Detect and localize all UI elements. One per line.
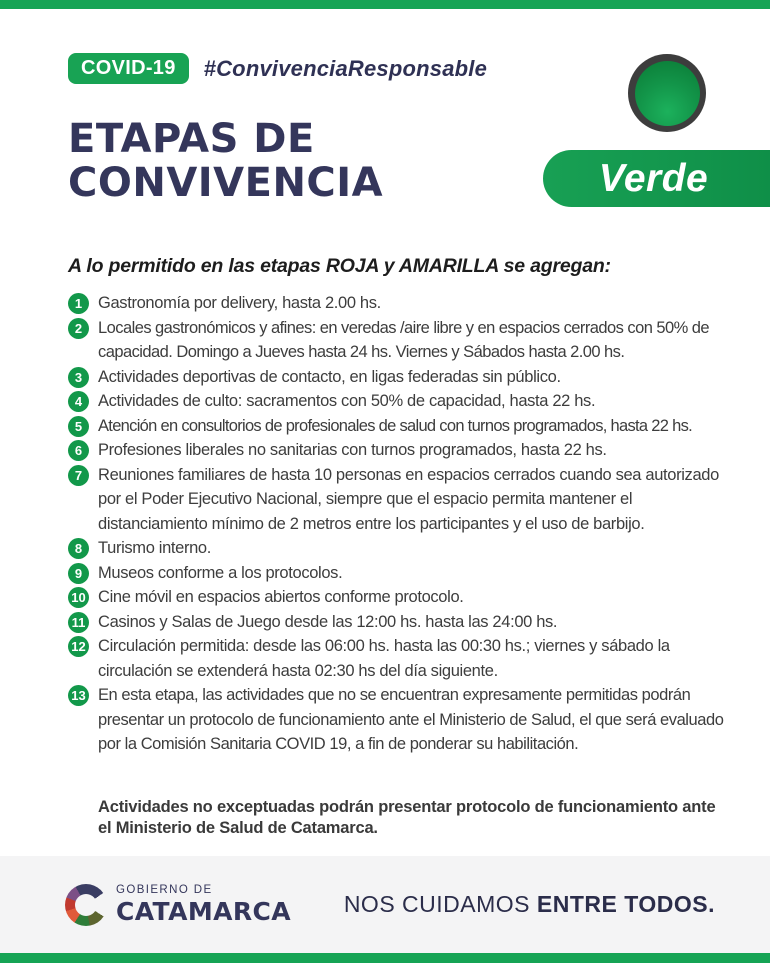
- stage-pill: [543, 150, 770, 207]
- page-title-line1: ETAPAS DE: [68, 116, 315, 162]
- footer-bar: [0, 856, 770, 953]
- list-item: [68, 414, 725, 439]
- gov-wordmark-small: GOBIERNO DE: [116, 883, 213, 896]
- item-number-badge: 3: [68, 367, 89, 388]
- footer-slogan: [344, 891, 715, 918]
- list-item: [68, 585, 725, 610]
- item-number-badge: 1: [68, 293, 89, 314]
- item-number-badge: 7: [68, 465, 89, 486]
- list-item: [68, 561, 725, 586]
- catamarca-logo: [65, 884, 291, 926]
- list-item: [68, 365, 725, 390]
- list-item-text: Locales gastronómicos y afines: en veredas /aire libre y en espacios cerrados con 50% de capacidad. Domingo a Jueves hasta 24 hs. Viernes y Sábados hasta 2.00 hs.: [98, 318, 710, 361]
- list-item-text: Turismo interno.: [98, 539, 211, 557]
- bottom-green-band: [0, 953, 770, 963]
- list-item-text: Cine móvil en espacios abiertos conforme protocolo.: [98, 588, 464, 606]
- top-green-band: [0, 0, 770, 9]
- header-badge-row: [68, 53, 725, 84]
- item-number-badge: 11: [68, 612, 89, 633]
- list-item: [68, 683, 725, 757]
- item-number-badge: 12: [68, 636, 89, 657]
- list-item: [68, 634, 725, 683]
- list-item: [68, 438, 725, 463]
- protocol-note: Actividades no exceptuadas podrán presentar protocolo de funcionamiento ante el Ministerio de Salud de Catamarca.: [98, 797, 716, 837]
- item-number-badge: 10: [68, 587, 89, 608]
- item-number-badge: 6: [68, 440, 89, 461]
- list-item-text: En esta etapa, las actividades que no se encuentran expresamente permitidas podrán presentar un protocolo de funcionamiento ante el Ministerio de Salud, el que será evaluado por la Comisión Sanitaria COVID 19, a fin de ponderar su habilitación.: [98, 686, 724, 753]
- gov-wordmark: [116, 884, 291, 926]
- permitted-list: [68, 291, 725, 757]
- item-number-badge: 8: [68, 538, 89, 559]
- traffic-light-icon: [628, 54, 706, 132]
- green-light-icon: [635, 61, 700, 126]
- slogan-regular: NOS CUIDAMOS: [343, 891, 537, 917]
- hashtag-text: #ConvivenciaResponsable: [203, 55, 488, 81]
- list-item: [68, 610, 725, 635]
- page-title-line2: CONVIVENCIA: [68, 160, 384, 206]
- list-item: [68, 536, 725, 561]
- list-item-text: Circulación permitida: desde las 06:00 hs. hasta las 00:30 hs.; viernes y sábado la circulación se extenderá hasta 02:30 hs del día siguiente.: [98, 637, 670, 680]
- item-number-badge: 13: [68, 685, 89, 706]
- list-item-text: Casinos y Salas de Juego desde las 12:00 hs. hasta las 24:00 hs.: [98, 612, 558, 631]
- list-item-text: Gastronomía por delivery, hasta 2.00 hs.: [98, 294, 381, 312]
- list-item-text: Profesiones liberales no sanitarias con turnos programados, hasta 22 hs.: [98, 441, 607, 459]
- item-number-badge: 4: [68, 391, 89, 412]
- catamarca-c-icon: [65, 884, 107, 926]
- list-item-text: Actividades de culto: sacramentos con 50% de capacidad, hasta 22 hs.: [98, 392, 596, 410]
- item-number-badge: 2: [68, 318, 89, 339]
- list-item-text: Reuniones familiares de hasta 10 personas en espacios cerrados cuando sea autorizado por el Poder Ejecutivo Nacional, siempre que el espacio permita mantener el distanciamiento mínimo de 2 metros entre los participantes y el uso de barbijo.: [98, 465, 719, 533]
- list-item-text: Museos conforme a los protocolos.: [98, 563, 343, 582]
- list-item: [68, 291, 725, 316]
- slogan-bold: ENTRE TODOS.: [536, 891, 715, 917]
- item-number-badge: 5: [68, 416, 89, 437]
- list-item-text: Atención en consultorios de profesionales de salud con turnos programados, hasta 22 hs.: [98, 416, 693, 435]
- item-number-badge: 9: [68, 563, 89, 584]
- stage-label: Verde: [598, 156, 709, 200]
- list-item-text: Actividades deportivas de contacto, en ligas federadas sin público.: [98, 367, 561, 386]
- gov-wordmark-big: CATAMARCA: [116, 896, 291, 926]
- list-item: [68, 463, 725, 537]
- covid19-badge: COVID-19: [68, 53, 189, 84]
- intro-heading: A lo permitido en las etapas ROJA y AMARILLA se agregan:: [68, 255, 611, 277]
- list-item: [68, 316, 725, 365]
- list-item: [68, 389, 725, 414]
